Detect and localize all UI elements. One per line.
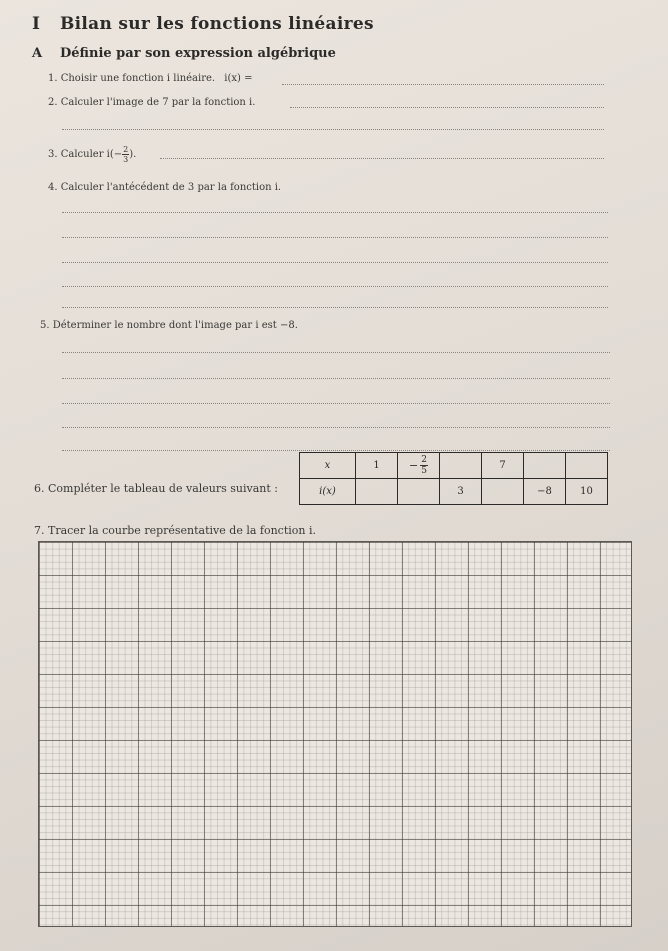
table-cell-y-6[interactable]: 10 <box>566 479 608 505</box>
question-3-denominator: 3 <box>123 155 129 164</box>
answer-line-4b[interactable] <box>62 237 608 238</box>
question-3 <box>48 145 136 164</box>
table-row-x <box>300 453 608 479</box>
table-cell-x-4[interactable]: 7 <box>482 453 524 479</box>
graph-paper-grid[interactable] <box>38 541 632 927</box>
answer-line-5c[interactable] <box>62 403 610 404</box>
table-cell-y-3[interactable]: 3 <box>440 479 482 505</box>
table-label-x: x <box>300 453 356 479</box>
table-fraction-denominator: 5 <box>421 466 427 476</box>
answer-line-5d[interactable] <box>62 427 610 428</box>
subsection-title: Définie par son expression algébrique <box>60 46 336 61</box>
answer-line-3[interactable] <box>160 158 604 159</box>
question-3-numerator: 2 <box>123 145 129 154</box>
table-label-ix: i(x) <box>300 479 356 505</box>
question-7: 7. Tracer la courbe représentative de la fonction i. <box>34 524 316 537</box>
table-cell-x-5[interactable] <box>524 453 566 479</box>
question-5: 5. Déterminer le nombre dont l'image par i est −8. <box>40 320 298 331</box>
answer-line-2b[interactable] <box>62 129 604 130</box>
table-cell-x-3[interactable] <box>440 453 482 479</box>
answer-line-1[interactable] <box>282 84 604 85</box>
answer-line-4a[interactable] <box>62 212 608 213</box>
table-fraction <box>409 455 428 476</box>
question-1 <box>48 73 252 84</box>
table-fraction-numerator: 2 <box>421 455 427 465</box>
table-cell-y-5[interactable]: −8 <box>524 479 566 505</box>
table-cell-x-2 <box>398 453 440 479</box>
table-cell-y-4[interactable] <box>482 479 524 505</box>
answer-line-5b[interactable] <box>62 378 610 379</box>
section-title: Bilan sur les fonctions linéaires <box>60 14 374 34</box>
table-row-ix <box>300 479 608 505</box>
values-table <box>299 452 608 505</box>
answer-line-4e[interactable] <box>62 307 608 308</box>
answer-line-4c[interactable] <box>62 262 608 263</box>
table-fraction-sign: − <box>409 459 419 472</box>
question-1-text: 1. Choisir une fonction i linéaire. <box>48 73 216 84</box>
answer-line-5a[interactable] <box>62 352 610 353</box>
question-3-close: ). <box>129 149 137 160</box>
table-cell-y-2[interactable] <box>398 479 440 505</box>
question-4: 4. Calculer l'antécédent de 3 par la fonction i. <box>48 182 282 193</box>
question-1-expression: i(x) = <box>224 73 253 84</box>
section-number: I <box>32 14 41 34</box>
table-cell-x-6[interactable] <box>566 453 608 479</box>
answer-line-2a[interactable] <box>290 107 604 108</box>
table-cell-y-1[interactable] <box>356 479 398 505</box>
question-3-text: 3. Calculer i(− <box>48 149 123 160</box>
table-cell-x-1[interactable]: 1 <box>356 453 398 479</box>
question-2: 2. Calculer l'image de 7 par la fonction i. <box>48 97 256 108</box>
answer-line-5e[interactable] <box>62 450 610 451</box>
question-6: 6. Compléter le tableau de valeurs suivant : <box>34 482 278 495</box>
answer-line-4d[interactable] <box>62 286 608 287</box>
subsection-letter: A <box>32 46 43 61</box>
